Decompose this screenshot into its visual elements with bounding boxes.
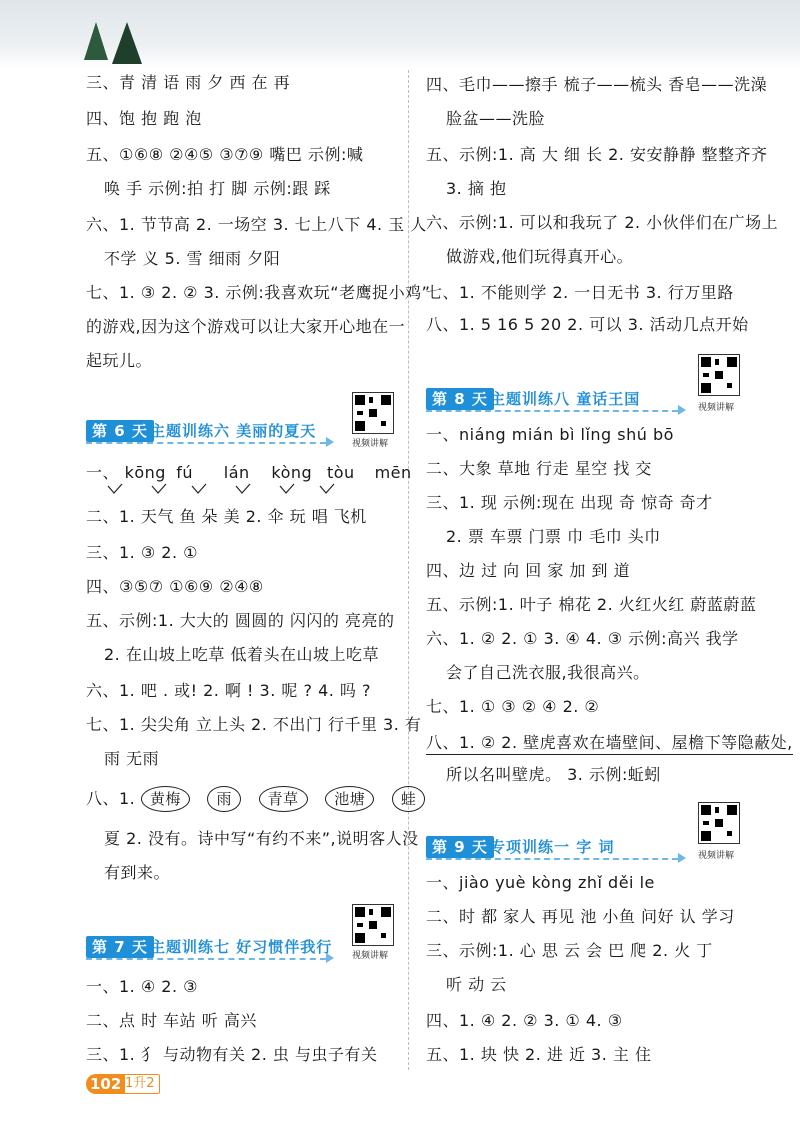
answer-line: 雨 无雨 — [104, 749, 160, 768]
arrow-icon — [326, 953, 334, 963]
qr-label: 视频讲解 — [698, 403, 735, 413]
section-title: 专项训练一 字 词 — [490, 838, 615, 856]
answer-line: 有到来。 — [104, 863, 171, 882]
section-title: 主题训练七 好习惯伴我行 — [150, 938, 333, 956]
circled-word: 黄梅 — [141, 786, 190, 812]
grade-label: 1升2 — [120, 1074, 160, 1094]
answer-line: 三、示例:1. 心 思 云 会 巴 爬 2. 火 丁 — [426, 941, 713, 960]
answer-line: 七、1. 尖尖角 立上头 2. 不出门 行千里 3. 有 — [86, 715, 422, 734]
day-badge: 第 6 天 — [86, 420, 154, 442]
answer-line: 四、饱 抱 跑 泡 — [86, 109, 202, 128]
answer-line: 八、1. ② 2. 壁虎喜欢在墙壁间、屋檐下等隐蔽处, — [426, 732, 793, 755]
answer-line: 六、1. 节节高 2. 一场空 3. 七上八下 4. 玉 人 — [86, 215, 427, 234]
circled-answer-line — [86, 786, 437, 812]
pinyin-item: mēn — [374, 463, 412, 482]
answer-line: 六、1. 吧 . 或! 2. 啊 ! 3. 呢 ? 4. 吗 ? — [86, 681, 371, 700]
circled-word: 雨 — [207, 786, 241, 812]
pinyin-item: tòu — [326, 463, 355, 482]
answer-line: 脸盆——洗脸 — [446, 109, 546, 128]
qr-code-icon[interactable] — [698, 802, 740, 844]
answer-line: 做游戏,他们玩得真开心。 — [446, 247, 634, 266]
answer-line: 2. 票 车票 门票 巾 毛巾 头巾 — [446, 527, 661, 546]
page-number: 102 — [86, 1074, 125, 1094]
check-mark-icon — [100, 482, 360, 496]
arrow-icon — [678, 853, 686, 863]
answer-line: 会了自己洗衣服,我很高兴。 — [446, 663, 650, 682]
answer-line: 听 动 云 — [446, 975, 507, 994]
answer-line: 五、①⑥⑧ ②④⑤ ③⑦⑨ 嘴巴 示例:喊 — [86, 145, 364, 164]
answer-line: 二、时 都 家人 再见 池 小鱼 问好 认 学习 — [426, 907, 735, 926]
answer-line: 五、示例:1. 大大的 圆圆的 闪闪的 亮亮的 — [86, 611, 395, 630]
answer-line: 三、1. 犭 与动物有关 2. 虫 与虫子有关 — [86, 1045, 378, 1064]
qr-code-icon[interactable] — [698, 354, 740, 396]
day-badge: 第 7 天 — [86, 936, 154, 958]
answer-line: 一、niáng mián bì lǐng shú bō — [426, 425, 674, 444]
question-number: 一、 — [86, 463, 120, 482]
answer-line: 起玩儿。 — [86, 351, 153, 370]
pinyin-item: lán — [223, 463, 250, 482]
answer-line: 3. 摘 抱 — [446, 179, 507, 198]
answer-line: 七、1. 不能则学 2. 一日无书 3. 行万里路 — [426, 283, 734, 302]
pine-tree-icon — [112, 22, 142, 66]
section-header-day8 — [426, 388, 696, 412]
pinyin-item: kōng — [124, 463, 166, 482]
answer-line: 四、1. ④ 2. ② 3. ① 4. ③ — [426, 1011, 623, 1030]
qr-label: 视频讲解 — [352, 439, 389, 449]
answer-line: 三、1. 现 示例:现在 出现 奇 惊奇 奇才 — [426, 493, 713, 512]
answer-line: 唤 手 示例:拍 打 脚 示例:跟 踩 — [104, 179, 331, 198]
arrow-icon — [326, 437, 334, 447]
section-divider — [426, 858, 678, 860]
pinyin-line — [86, 462, 413, 484]
answer-line: 五、示例:1. 高 大 细 长 2. 安安静静 整整齐齐 — [426, 145, 768, 164]
circled-word: 池塘 — [325, 786, 374, 812]
qr-code-icon[interactable] — [352, 904, 394, 946]
answer-line: 五、示例:1. 叶子 棉花 2. 火红火红 蔚蓝蔚蓝 — [426, 595, 757, 614]
answer-line: 四、边 过 向 回 家 加 到 道 — [426, 561, 631, 580]
answer-line: 三、1. ③ 2. ① — [86, 543, 198, 562]
arrow-icon — [678, 405, 686, 415]
section-header-day9 — [426, 836, 696, 860]
section-divider — [426, 410, 678, 412]
circled-word: 青草 — [259, 786, 308, 812]
answer-line: 的游戏,因为这个游戏可以让大家开心地在一 — [86, 317, 406, 336]
answer-line: 二、点 时 车站 听 高兴 — [86, 1011, 257, 1030]
qr-label: 视频讲解 — [698, 851, 735, 861]
section-divider — [86, 442, 326, 444]
question-number: 八、1. — [86, 789, 136, 808]
answer-line: 五、1. 块 快 2. 进 近 3. 主 住 — [426, 1045, 652, 1064]
day-badge: 第 9 天 — [426, 836, 494, 858]
circled-word: 蛙 — [392, 786, 426, 812]
answer-line: 六、1. ② 2. ① 3. ④ 4. ③ 示例:高兴 我学 — [426, 629, 739, 648]
section-title: 主题训练八 童话王国 — [490, 390, 641, 408]
pinyin-item: fú — [176, 463, 193, 482]
answer-line: 所以名叫壁虎。 3. 示例:蚯蚓 — [446, 765, 661, 784]
answer-line: 一、jiào yuè kòng zhǐ děi le — [426, 873, 655, 892]
answer-line: 三、青 清 语 雨 夕 西 在 再 — [86, 73, 291, 92]
answer-line: 一、1. ④ 2. ③ — [86, 977, 198, 996]
answer-line: 六、示例:1. 可以和我玩了 2. 小伙伴们在广场上 — [426, 213, 779, 232]
answer-line: 二、大象 草地 行走 星空 找 交 — [426, 459, 652, 478]
pinyin-item: kòng — [271, 463, 313, 482]
answer-line: 不学 义 5. 雪 细雨 夕阳 — [104, 249, 281, 268]
pine-tree-icon — [84, 22, 108, 62]
answer-line: 2. 在山坡上吃草 低着头在山坡上吃草 — [104, 645, 379, 664]
qr-label: 视频讲解 — [352, 951, 389, 961]
answer-line: 七、1. ③ 2. ② 3. 示例:我喜欢玩“老鹰捉小鸡” — [86, 283, 431, 302]
answer-line: 四、毛巾——擦手 梳子——梳头 香皂——洗澡 — [426, 75, 768, 94]
answer-line: 二、1. 天气 鱼 朵 美 2. 伞 玩 唱 飞机 — [86, 507, 367, 526]
section-title: 主题训练六 美丽的夏天 — [150, 422, 317, 440]
section-divider — [86, 958, 326, 960]
answer-line: 夏 2. 没有。诗中写“有约不来”,说明客人没 — [104, 829, 419, 848]
day-badge: 第 8 天 — [426, 388, 494, 410]
answer-line: 七、1. ① ③ ② ④ 2. ② — [426, 697, 600, 716]
answer-line: 八、1. 5 16 5 20 2. 可以 3. 活动几点开始 — [426, 315, 749, 334]
answer-line: 四、③⑤⑦ ①⑥⑨ ②④⑧ — [86, 577, 264, 596]
qr-code-icon[interactable] — [352, 392, 394, 434]
